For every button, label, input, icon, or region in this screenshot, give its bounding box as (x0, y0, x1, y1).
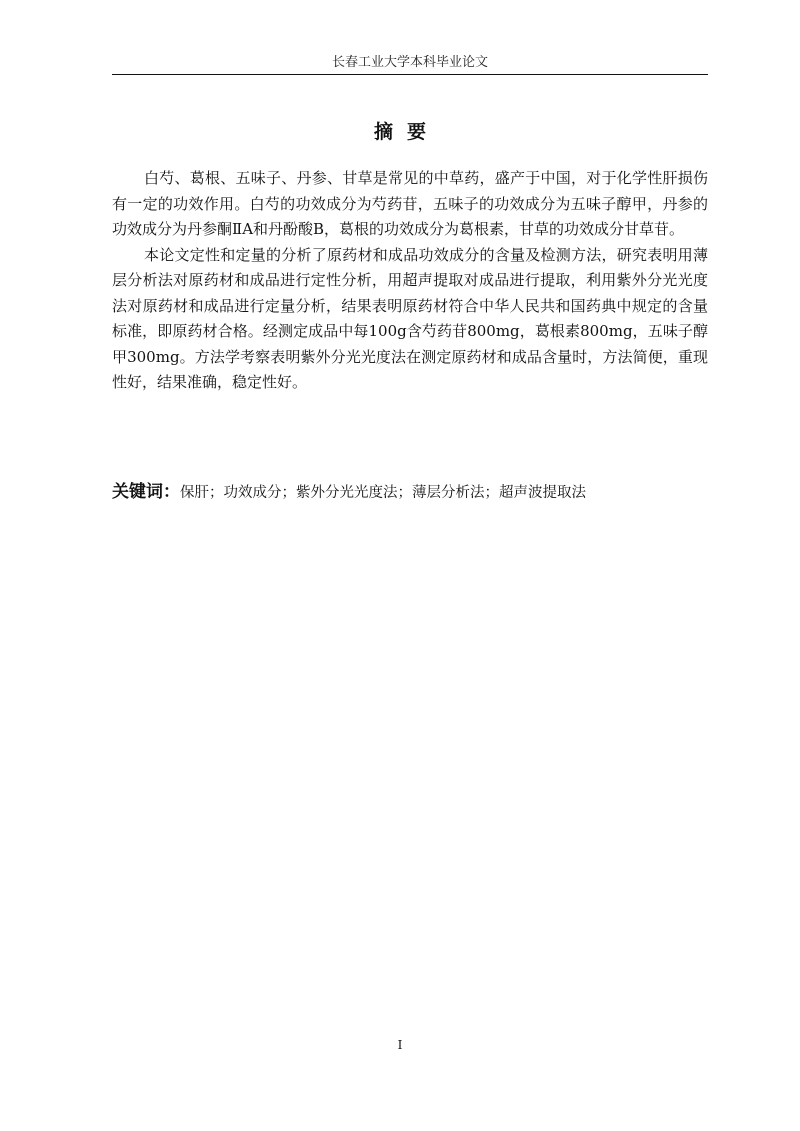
header-divider (112, 74, 708, 75)
page-number: I (397, 1038, 403, 1052)
abstract-title: 摘要 (373, 121, 440, 143)
keywords-line (112, 480, 712, 505)
abstract-body (112, 166, 708, 396)
abstract-paragraph-1: 白芍、葛根、五味子、丹参、甘草是常见的中草药，盛产于中国，对于化学性肝损伤有一定的功效作用。白芍的功效成分为芍药苷，五味子的功效成分为五味子醇甲，丹参的功效成分为丹参酮ⅡA和丹酚酸B，葛根的功效成分为葛根素，甘草的功效成分甘草苷。 (112, 169, 708, 238)
keywords-text: 保肝；功效成分；紫外分光光度法；薄层分析法；超声波提取法 (180, 485, 586, 501)
keywords-label: 关键词： (112, 482, 180, 502)
page-header: 长春工业大学本科毕业论文 (331, 55, 488, 70)
abstract-paragraph-2: 本论文定性和定量的分析了原药材和成品功效成分的含量及检测方法，研究表明用薄层分析法对原药材和成品进行定性分析，用超声提取对成品进行提取，利用紫外分光光度法对原药材和成品进行定量分析，结果表明原药材符合中华人民共和国药典中规定的含量标准，即原药材合格。经测定成品中每100g含芍药苷800mg，葛根素800mg，五味子醇甲300mg。方法学考察表明紫外分光光度法在测定原药材和成品含量时，方法简便，重现性好，结果准确，稳定性好。 (112, 245, 708, 391)
